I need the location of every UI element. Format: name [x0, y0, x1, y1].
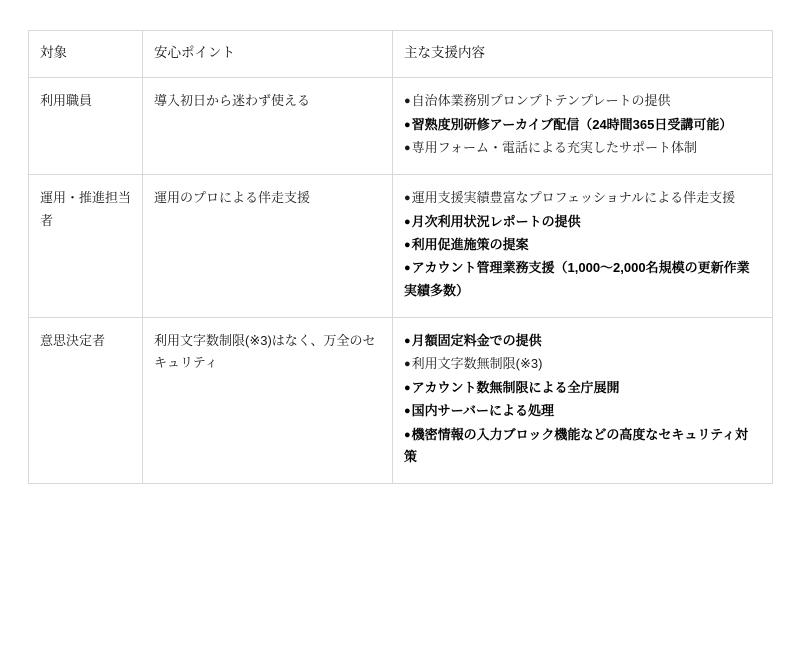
column-header-detail: 主な支援内容	[393, 31, 773, 78]
table-row	[29, 78, 773, 175]
list-item-label: アカウント管理業務支援（1,000〜2,000名規模の更新作業実績多数）	[404, 260, 750, 298]
list-item	[404, 211, 761, 233]
bullet-icon: ●	[404, 192, 411, 205]
table-row	[29, 175, 773, 318]
bullet-icon: ●	[404, 428, 411, 441]
bullet-icon: ●	[404, 95, 411, 108]
list-item	[404, 90, 761, 112]
column-header-point: 安心ポイント	[143, 31, 393, 78]
table-header-row	[29, 31, 773, 78]
bullet-icon: ●	[404, 141, 411, 154]
list-item-label: 専用フォーム・電話による充実したサポート体制	[411, 139, 698, 155]
bullet-icon: ●	[404, 215, 411, 228]
cell-point: 運用のプロによる伴走支援	[143, 175, 393, 318]
cell-point: 導入初日から迷わず使える	[143, 78, 393, 175]
bullet-icon: ●	[404, 239, 411, 252]
detail-list	[404, 187, 761, 302]
bullet-icon: ●	[404, 381, 411, 394]
table-header	[29, 31, 773, 78]
cell-detail	[393, 318, 773, 484]
list-item-label: 利用促進施策の提案	[411, 237, 529, 253]
support-table	[28, 30, 773, 484]
list-item-label: 国内サーバーによる処理	[411, 403, 555, 419]
table-row	[29, 318, 773, 484]
cell-target: 意思決定者	[29, 318, 143, 484]
detail-list	[404, 330, 761, 468]
support-table-container	[28, 30, 772, 484]
list-item-label: アカウント数無制限による全庁展開	[411, 379, 620, 395]
table-body	[29, 78, 773, 484]
cell-detail	[393, 78, 773, 175]
cell-target: 運用・推進担当者	[29, 175, 143, 318]
list-item-label: 運用支援実績豊富なプロフェッショナルによる伴走支援	[411, 190, 736, 206]
bullet-icon: ●	[404, 118, 411, 131]
list-item-label: 習熟度別研修アーカイブ配信（24時間365日受講可能）	[411, 116, 733, 132]
list-item	[404, 137, 761, 159]
detail-list	[404, 90, 761, 159]
bullet-icon: ●	[404, 405, 411, 418]
list-item-label: 月額固定料金での提供	[411, 333, 542, 349]
column-header-target: 対象	[29, 31, 143, 78]
bullet-icon: ●	[404, 358, 411, 371]
list-item-label: 機密情報の入力ブロック機能などの高度なセキュリティ対策	[404, 426, 749, 464]
list-item-label: 自治体業務別プロンプトテンプレートの提供	[411, 93, 671, 109]
list-item-label: 月次利用状況レポートの提供	[411, 213, 581, 229]
list-item	[404, 377, 761, 399]
list-item-label: 利用文字数無制限(※3)	[411, 356, 543, 372]
cell-detail	[393, 175, 773, 318]
list-item	[404, 330, 761, 352]
list-item	[404, 257, 761, 302]
list-item	[404, 424, 761, 469]
list-item	[404, 187, 761, 209]
cell-target: 利用職員	[29, 78, 143, 175]
list-item	[404, 353, 761, 375]
cell-point: 利用文字数制限(※3)はなく、万全のセキュリティ	[143, 318, 393, 484]
list-item	[404, 114, 761, 136]
bullet-icon: ●	[404, 335, 411, 348]
list-item	[404, 234, 761, 256]
bullet-icon: ●	[404, 262, 411, 275]
list-item	[404, 400, 761, 422]
